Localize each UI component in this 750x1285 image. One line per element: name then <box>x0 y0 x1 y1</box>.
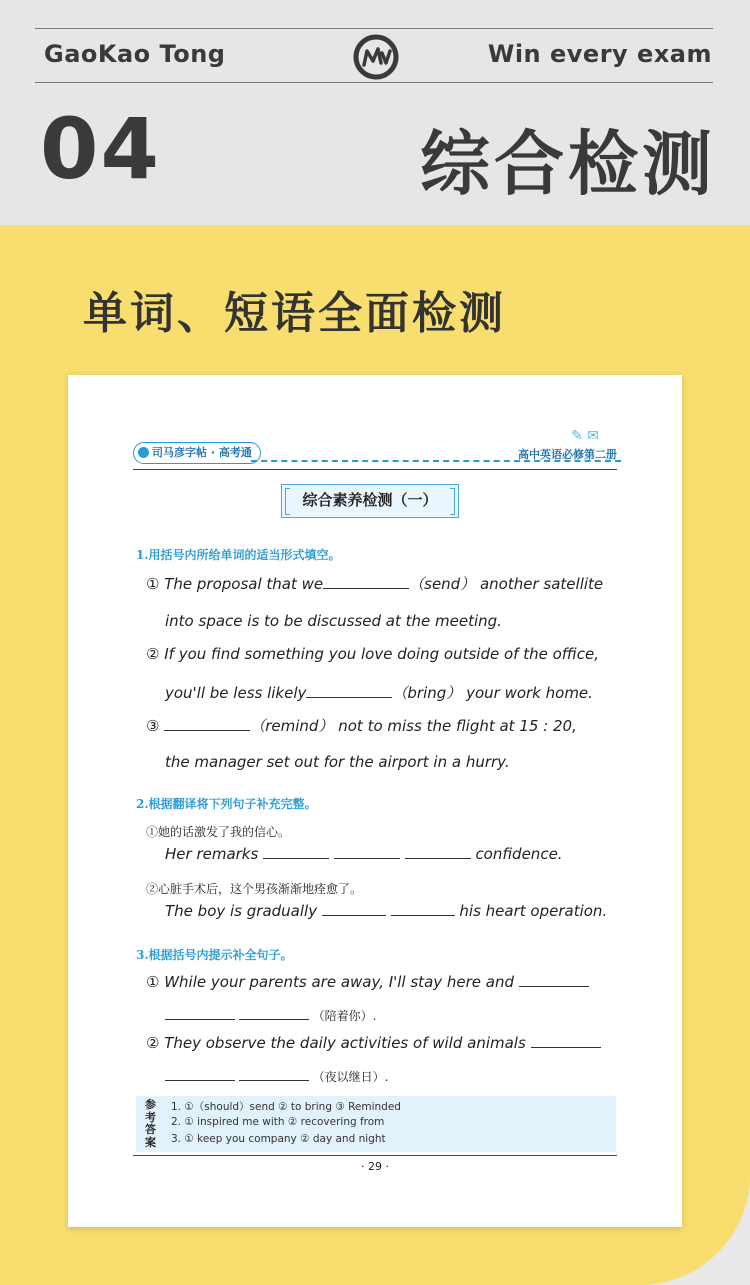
brand-left: GaoKao Tong <box>44 40 226 68</box>
q2-item-2-chinese: ②心脏手术后，这个男孩渐渐地痊愈了。 <box>146 882 363 896</box>
answer-blank[interactable] <box>165 1067 235 1081</box>
running-head-right: 高中英语必修第二册 <box>518 448 617 461</box>
header-bottom-rule <box>35 82 713 83</box>
answer-key-box <box>136 1096 616 1152</box>
answer-key-label: 参考答案 <box>145 1098 156 1149</box>
q1-item-2-line-1: ② If you find something you love doing outside of the office, <box>146 645 599 663</box>
answer-blank[interactable] <box>391 902 455 916</box>
q3-item-2-line-2: （夜以继日）. <box>165 1067 635 1085</box>
q2-item-1-chinese: ①她的话激发了我的信心。 <box>146 825 291 839</box>
question-2-heading: 2.根据翻译将下列句子补充完整。 <box>136 797 317 811</box>
q2-item-2-line: The boy is gradually his heart operation. <box>165 902 608 920</box>
q1-item-1-line-1: ① The proposal that we （send） another satellite <box>146 575 604 593</box>
answer-blank[interactable] <box>239 1006 309 1020</box>
brand-right: Win every exam <box>487 40 712 68</box>
page-number: · 29 · <box>352 1159 398 1175</box>
question-3-heading: 3.根据括号内提示补全句子。 <box>136 948 293 962</box>
q1-item-3-line-1: ③ （remind） not to miss the flight at 15 : 20, <box>146 717 577 735</box>
q3-item-2-line-1: ② They observe the daily activities of wild animals <box>146 1034 616 1052</box>
question-1-heading: 1.用括号内所给单词的适当形式填空。 <box>136 548 341 562</box>
answer-blank[interactable] <box>165 1006 235 1020</box>
q1-item-1-line-2: into space is to be discussed at the meeting. <box>165 612 502 630</box>
running-head <box>133 428 617 466</box>
section-heading: 综合检测 <box>420 123 716 205</box>
q1-item-3-line-2: the manager set out for the airport in a hurry. <box>165 753 510 771</box>
answer-row-3: 3. ① keep you company ② day and night <box>171 1133 386 1145</box>
footer-rule <box>133 1155 617 1156</box>
q3-item-1-line-2: （陪着你）. <box>165 1006 635 1024</box>
q1-item-2-line-2: you'll be less likely （bring） your work home. <box>165 684 593 702</box>
running-head-rule <box>133 469 617 470</box>
answer-row-2: 2. ① inspired me with ② recovering from <box>171 1116 385 1128</box>
subsection-title: 单词、短语全面检测 <box>83 288 506 339</box>
brand-dot-icon <box>138 447 149 458</box>
section-number: 04 <box>40 100 161 198</box>
answer-blank[interactable] <box>323 575 409 589</box>
answer-blank[interactable] <box>322 902 386 916</box>
answer-row-1: 1. ①（should）send ② to bring ③ Reminded <box>171 1101 401 1113</box>
decoration-icon: ✎ ✉ <box>571 428 599 444</box>
answer-blank[interactable] <box>306 684 392 698</box>
answer-blank[interactable] <box>405 845 471 859</box>
worksheet-title: 综合素养检测（一） <box>281 484 459 518</box>
my-logo-icon <box>352 33 400 81</box>
header-top-rule <box>35 28 713 29</box>
q2-item-1-line: Her remarks confidence. <box>165 845 563 863</box>
answer-blank[interactable] <box>531 1034 601 1048</box>
answer-blank[interactable] <box>164 717 250 731</box>
answer-blank[interactable] <box>334 845 400 859</box>
answer-blank[interactable] <box>519 973 589 987</box>
answer-blank[interactable] <box>239 1067 309 1081</box>
running-head-left: 司马彦字帖 · 高考通 <box>133 442 261 464</box>
answer-blank[interactable] <box>263 845 329 859</box>
q3-item-1-line-1: ① While your parents are away, I'll stay here and <box>146 973 616 991</box>
